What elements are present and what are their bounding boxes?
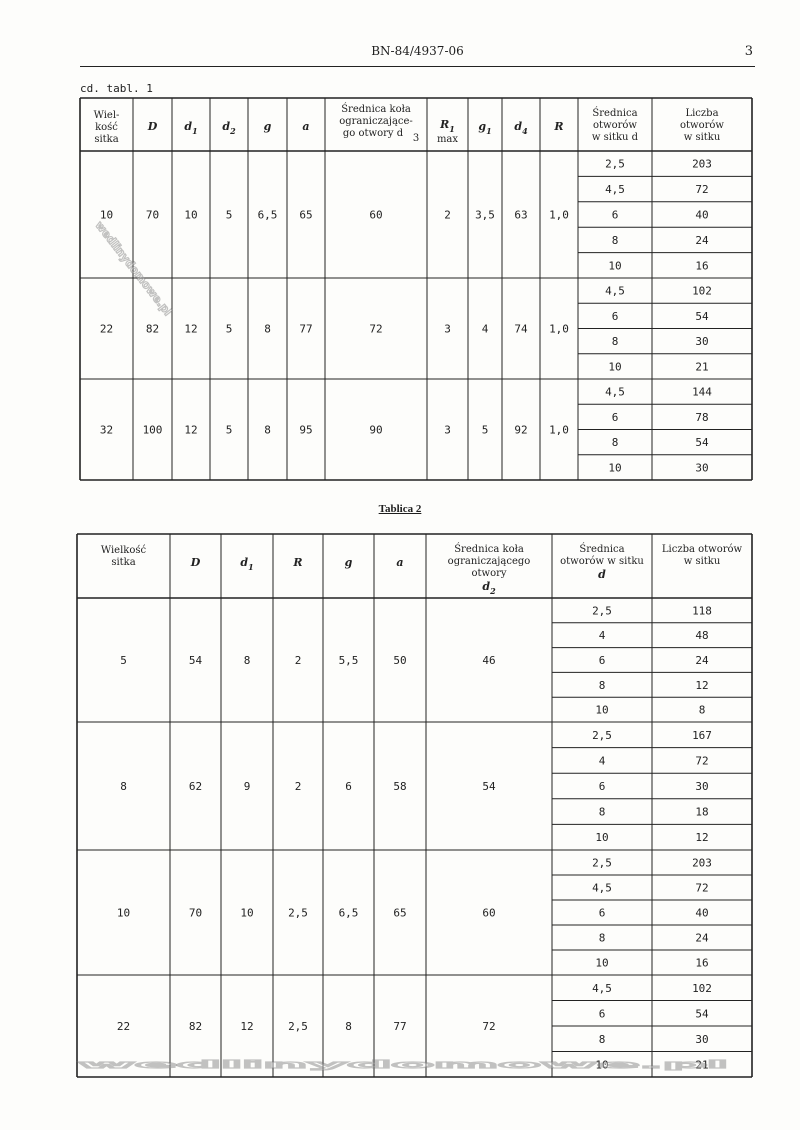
table1-header-a: a (302, 120, 310, 133)
table2-cell-g: 6,5 (338, 906, 359, 920)
table2-header-R: R (293, 556, 303, 569)
table1-cell-hole-count: 203 (692, 157, 712, 171)
table2-cell-D: 62 (188, 780, 203, 793)
table1-cell-d1: 12 (184, 423, 198, 437)
table2-cell-d2: 46 (482, 654, 496, 667)
table1-cell-hole-count: 54 (695, 436, 709, 450)
table2-cell-hole-diameter: 2,5 (592, 856, 612, 870)
table2-cell-a: 50 (393, 654, 407, 667)
table1-cell-g: 6,5 (257, 208, 278, 222)
table2-header-a: a (396, 556, 404, 569)
table1-header-size: Wiel- (93, 110, 120, 121)
table2-cell-R: 2 (294, 780, 302, 793)
table2-cell-d1: 9 (243, 780, 251, 793)
table1-header-d3-sub: 3 (412, 133, 420, 144)
table1-cell-hole-count: 102 (692, 284, 712, 298)
table2-cell-hole-diameter: 2,5 (592, 728, 612, 742)
table1-cell-d2: 5 (225, 322, 233, 336)
table2-cell-hole-count: 72 (695, 754, 709, 768)
table1-cell-g1: 5 (481, 423, 489, 437)
table1-cell-hole-count: 144 (692, 385, 712, 399)
table1-cell-hole-count: 78 (695, 410, 709, 424)
table2-cell-size: 8 (120, 780, 127, 793)
table2-caption: Tablica 2 (378, 503, 422, 515)
table1-cell-hole-count: 21 (695, 360, 709, 374)
table2-cell-hole-diameter: 4,5 (592, 981, 612, 995)
table2-cell-D: 54 (188, 654, 203, 667)
table2-cell-hole-count: 102 (692, 981, 712, 995)
table2-cell-hole-diameter: 8 (598, 1032, 606, 1046)
table1-cell-hole-diameter: 8 (611, 233, 619, 247)
page-number: 3 (744, 44, 753, 59)
table1-cell-hole-diameter: 6 (611, 309, 619, 323)
table2-cell-D: 82 (188, 1020, 203, 1033)
table2-cell-R: 2 (294, 654, 302, 667)
table1-cell-a: 65 (299, 208, 313, 222)
table1-cell-d3: 72 (369, 322, 383, 336)
table1-cell-D: 70 (145, 208, 160, 222)
table2-cell-d2: 60 (482, 906, 496, 920)
table1-cell-g1: 3,5 (475, 208, 495, 222)
table2-header-size: sitka (111, 557, 136, 568)
table2-cell-R: 2,5 (288, 1020, 308, 1033)
table2-header-hole-count: w sitku (683, 556, 721, 567)
table1-header-hole-diameter: Średnica (592, 108, 638, 119)
table2-cell-hole-diameter: 8 (598, 805, 606, 819)
table1-header-R: R (554, 120, 564, 133)
document-id: BN-84/4937-06 (371, 44, 464, 58)
table1-cell-hole-count: 30 (695, 335, 709, 349)
table2-header-hole-diameter: otworów w sitku (560, 556, 644, 567)
table2-cell-hole-count: 30 (695, 1032, 709, 1046)
table1-header-hole-diameter: w sitku d (591, 132, 639, 143)
table2-cell-d2: 72 (482, 1020, 496, 1033)
table1-cell-hole-count: 16 (695, 259, 709, 273)
table1-cell-R: 1,0 (549, 423, 569, 437)
table2-header-size: Wielkość (100, 545, 147, 556)
table2-cell-d1: 8 (243, 654, 251, 667)
table2-cell-hole-count: 54 (695, 1007, 709, 1021)
table1-cell-g1: 4 (481, 322, 489, 336)
table1-cell-hole-diameter: 4,5 (605, 183, 625, 197)
table1-cell-hole-count: 24 (695, 233, 709, 247)
table2-cell-D: 70 (188, 906, 203, 920)
table1-header-d3: Średnica koła (341, 104, 411, 115)
table2-cell-hole-diameter: 6 (598, 906, 606, 920)
table1-cell-hole-diameter: 10 (608, 259, 622, 273)
table1-cell-d1: 12 (184, 322, 198, 336)
table1-cell-size: 22 (99, 322, 114, 336)
table1-header-d2: $d_2$ (222, 120, 236, 136)
table1-cell-hole-count: 30 (695, 461, 709, 475)
table2-cell-hole-count: 167 (692, 728, 712, 742)
table2-cell-hole-count: 21 (695, 1058, 709, 1072)
table1-cell-hole-diameter: 6 (611, 410, 619, 424)
table2-cell-hole-diameter: 8 (598, 931, 606, 945)
table1-cell-hole-diameter: 4,5 (605, 385, 625, 399)
table1-cell-d4: 92 (514, 423, 528, 437)
table2-cell-hole-count: 12 (695, 831, 709, 845)
table1-cell-d2: 5 (225, 208, 233, 222)
table1-cell-hole-diameter: 10 (608, 461, 622, 475)
table2-cell-hole-count: 12 (695, 678, 709, 692)
table2-cell-hole-diameter: 8 (598, 678, 606, 692)
table2-cell-hole-diameter: 6 (598, 654, 606, 667)
table1-header-D: D (147, 120, 158, 133)
table2-header-d2: Średnica koła (454, 544, 524, 555)
table2-header-hole-count: Liczba otworów (661, 544, 743, 555)
table2-cell-hole-count: 8 (698, 703, 706, 717)
table2-cell-d2: 54 (482, 780, 496, 793)
table2-cell-d1: 10 (240, 906, 254, 920)
table2-header-D: D (190, 556, 201, 569)
table1-cell-d1: 10 (184, 208, 198, 222)
table1-header-R1: $R_1$ (440, 118, 455, 134)
table1-header-hole-count: Liczba (685, 108, 719, 119)
table2-header-g: g (344, 556, 353, 569)
table2-cell-hole-diameter: 10 (595, 956, 609, 970)
table1-cell-size: 10 (99, 208, 114, 222)
table2-cell-hole-diameter: 4 (598, 754, 606, 768)
table2-header-d2: ograniczającego (447, 556, 531, 567)
table1-header-d3: go otwory d (342, 128, 404, 139)
table1-cell-hole-count: 54 (695, 309, 709, 323)
table1-cell-R1: 2 (444, 208, 451, 222)
table1-header-hole-count: otworów (680, 120, 724, 131)
watermark-diagonal: wedlinydomowe.pl (92, 218, 175, 319)
table1-header-size: sitka (94, 134, 119, 145)
table1-cell-hole-diameter: 8 (611, 436, 619, 450)
table2-header-d2-symbol: $d_2$ (482, 580, 496, 596)
table2-cell-g: 8 (345, 1020, 352, 1033)
table2-cell-a: 58 (393, 780, 407, 793)
table1-header-d3: ograniczające- (339, 116, 413, 127)
table1-cell-a: 77 (299, 322, 313, 336)
table1-header-hole-count: w sitku (683, 132, 721, 143)
table2-cell-size: 22 (116, 1020, 131, 1033)
table1-cell-g: 8 (264, 322, 271, 336)
table1-continuation-label: cd. tabl. 1 (80, 82, 153, 95)
table2-cell-hole-count: 24 (695, 931, 709, 945)
table2-cell-hole-count: 24 (695, 654, 709, 667)
watermark-bottom: wedlinydomowe.pl (78, 1058, 728, 1071)
table1-cell-R1: 3 (444, 322, 451, 336)
table2-header-d2: otwory (471, 568, 507, 579)
table1-cell-d4: 74 (514, 322, 528, 336)
table2-cell-hole-count: 203 (692, 856, 712, 870)
table2-cell-size: 10 (116, 906, 131, 920)
table2-cell-g: 6 (345, 780, 352, 793)
table2-cell-hole-count: 16 (695, 956, 709, 970)
table1-header-g: g (263, 120, 272, 133)
table2-cell-hole-diameter: 2,5 (592, 604, 612, 618)
table2-cell-d1: 12 (240, 1020, 254, 1033)
table1-cell-d3: 90 (369, 423, 383, 437)
table1-cell-size: 32 (99, 423, 114, 437)
table1-cell-d4: 63 (514, 208, 528, 222)
table2-cell-hole-count: 40 (695, 906, 709, 920)
table1-header-d1: $d_1$ (184, 120, 198, 136)
table2-cell-g: 5,5 (338, 654, 359, 667)
table1-cell-hole-count: 72 (695, 183, 709, 197)
table2-cell-a: 77 (393, 1020, 407, 1033)
table2-cell-hole-diameter: 4,5 (592, 881, 612, 895)
table1-header-d4: $d_4$ (514, 120, 528, 136)
table1-cell-R: 1,0 (549, 322, 569, 336)
table1-cell-D: 100 (142, 423, 163, 437)
table1-header-g1: $g_1$ (478, 120, 492, 136)
table2-cell-hole-count: 48 (695, 629, 709, 643)
table1-header-hole-diameter: otworów (593, 120, 637, 131)
table2-header-hole-diameter: Średnica (579, 544, 625, 555)
table2-cell-a: 65 (393, 906, 407, 920)
table2-cell-hole-count: 18 (695, 805, 709, 819)
table2-cell-R: 2,5 (288, 906, 308, 920)
table2-cell-hole-count: 30 (695, 780, 709, 793)
table2-cell-hole-diameter: 10 (595, 1058, 609, 1072)
table1-header-R1-max: max (436, 134, 459, 145)
table2-cell-hole-count: 72 (695, 881, 709, 895)
table1-cell-hole-diameter: 4,5 (605, 284, 625, 298)
table1-cell-d2: 5 (225, 423, 233, 437)
table2-cell-hole-diameter: 6 (598, 1007, 606, 1021)
table2-cell-hole-diameter: 6 (598, 780, 606, 793)
table1-cell-R1: 3 (444, 423, 451, 437)
table1-cell-hole-diameter: 6 (611, 208, 619, 222)
table1-cell-hole-count: 40 (695, 208, 709, 222)
table1-cell-hole-diameter: 10 (608, 360, 622, 374)
table1-cell-d3: 60 (369, 208, 383, 222)
table2-cell-size: 5 (120, 654, 127, 667)
table1-cell-hole-diameter: 8 (611, 335, 619, 349)
table1-cell-a: 95 (299, 423, 313, 437)
table1-cell-hole-diameter: 2,5 (605, 157, 625, 171)
table1-cell-g: 8 (264, 423, 271, 437)
table1-cell-R: 1,0 (549, 208, 569, 222)
table2-cell-hole-diameter: 10 (595, 703, 609, 717)
table2-cell-hole-count: 118 (692, 604, 712, 618)
table1-cell-D: 82 (145, 322, 160, 336)
table2-cell-hole-diameter: 10 (595, 831, 609, 845)
table2-header-d1: $d_1$ (240, 556, 254, 572)
table2-cell-hole-diameter: 4 (598, 629, 606, 643)
table1-header-size: kość (95, 122, 118, 133)
table2-header-hole-diameter: d (598, 568, 606, 581)
